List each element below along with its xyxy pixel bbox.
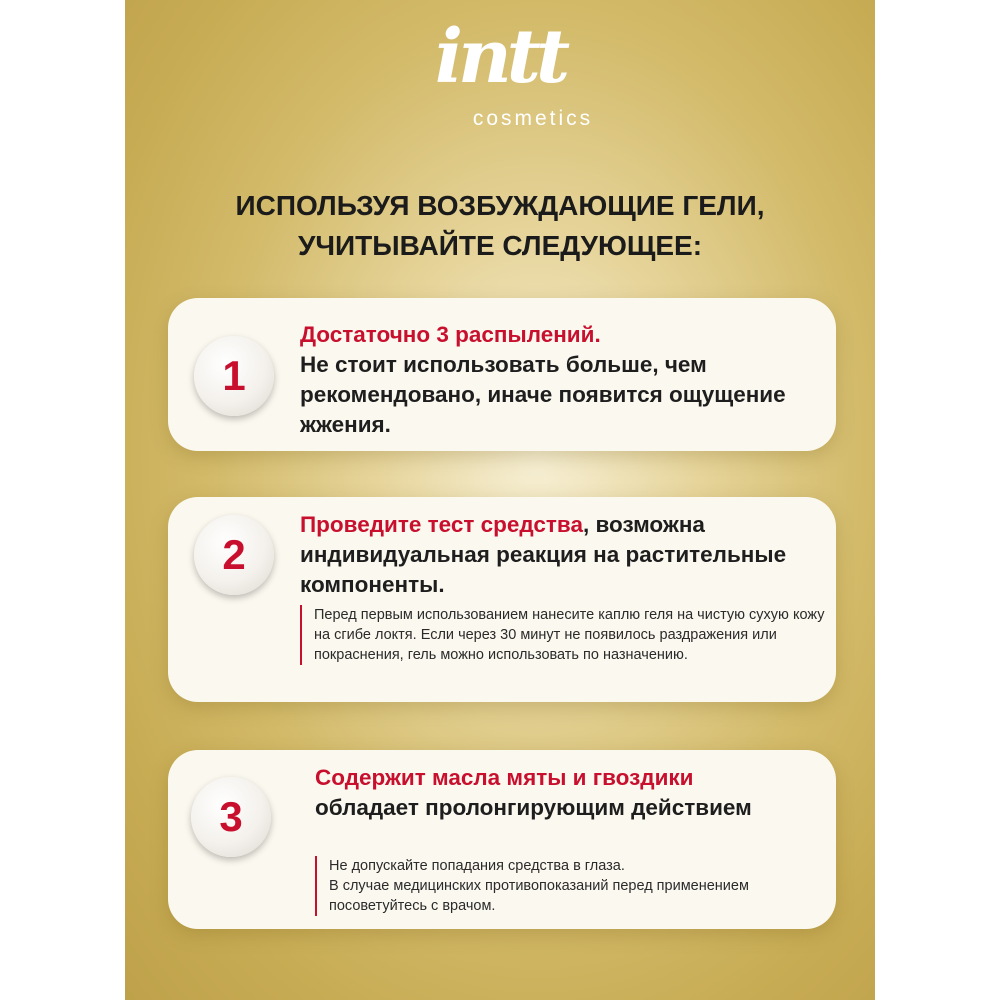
number-badge-1: 1 [194,336,274,416]
tip-title-1: Достаточно 3 распылений. [300,322,601,347]
brand-subtitle: cosmetics [472,107,594,130]
tip-card-3 [168,750,836,929]
tip-body-2: , возможна индивидуальная реакция на растительные компоненты. [300,512,787,597]
infographic-panel [125,0,875,1000]
tip-card-1 [168,298,836,451]
tip-note-2: Перед первым использованием нанесите каплю геля на чистую сухую кожу на сгибе локтя. Если через 30 минут не появилось раздражения или покраснения, гель можно использовать по назначению. [300,605,834,665]
tip-text-2 [300,510,820,600]
tip-note-3-line-1: Не допускайте попадания средства в глаза. [329,858,625,874]
headline [125,186,875,266]
tip-note-3 [315,856,829,916]
tip-text-3 [315,763,820,823]
headline-line-1: ИСПОЛЬЗУЯ ВОЗБУЖДАЮЩИЕ ГЕЛИ, [235,190,765,221]
tip-card-2 [168,497,836,702]
number-badge-2: 2 [194,515,274,595]
number-badge-3: 3 [191,777,271,857]
tip-text-1 [300,320,820,440]
tip-body-3: обладает пролонгирующим действием [315,795,752,820]
tip-title-3: Содержит масла мяты и гвоздики [315,765,694,790]
headline-line-2: УЧИТЫВАЙТЕ СЛЕДУЮЩЕЕ: [297,230,703,261]
tip-title-2: Проведите тест средства [300,512,583,537]
brand-logo: intt [434,14,566,100]
tip-note-3-line-2: В случае медицинских противопоказаний перед применением посоветуйтесь с врачом. [329,878,749,914]
tip-body-1: Не стоит использовать больше, чем рекомендовано, иначе появится ощущение жжения. [300,352,786,437]
